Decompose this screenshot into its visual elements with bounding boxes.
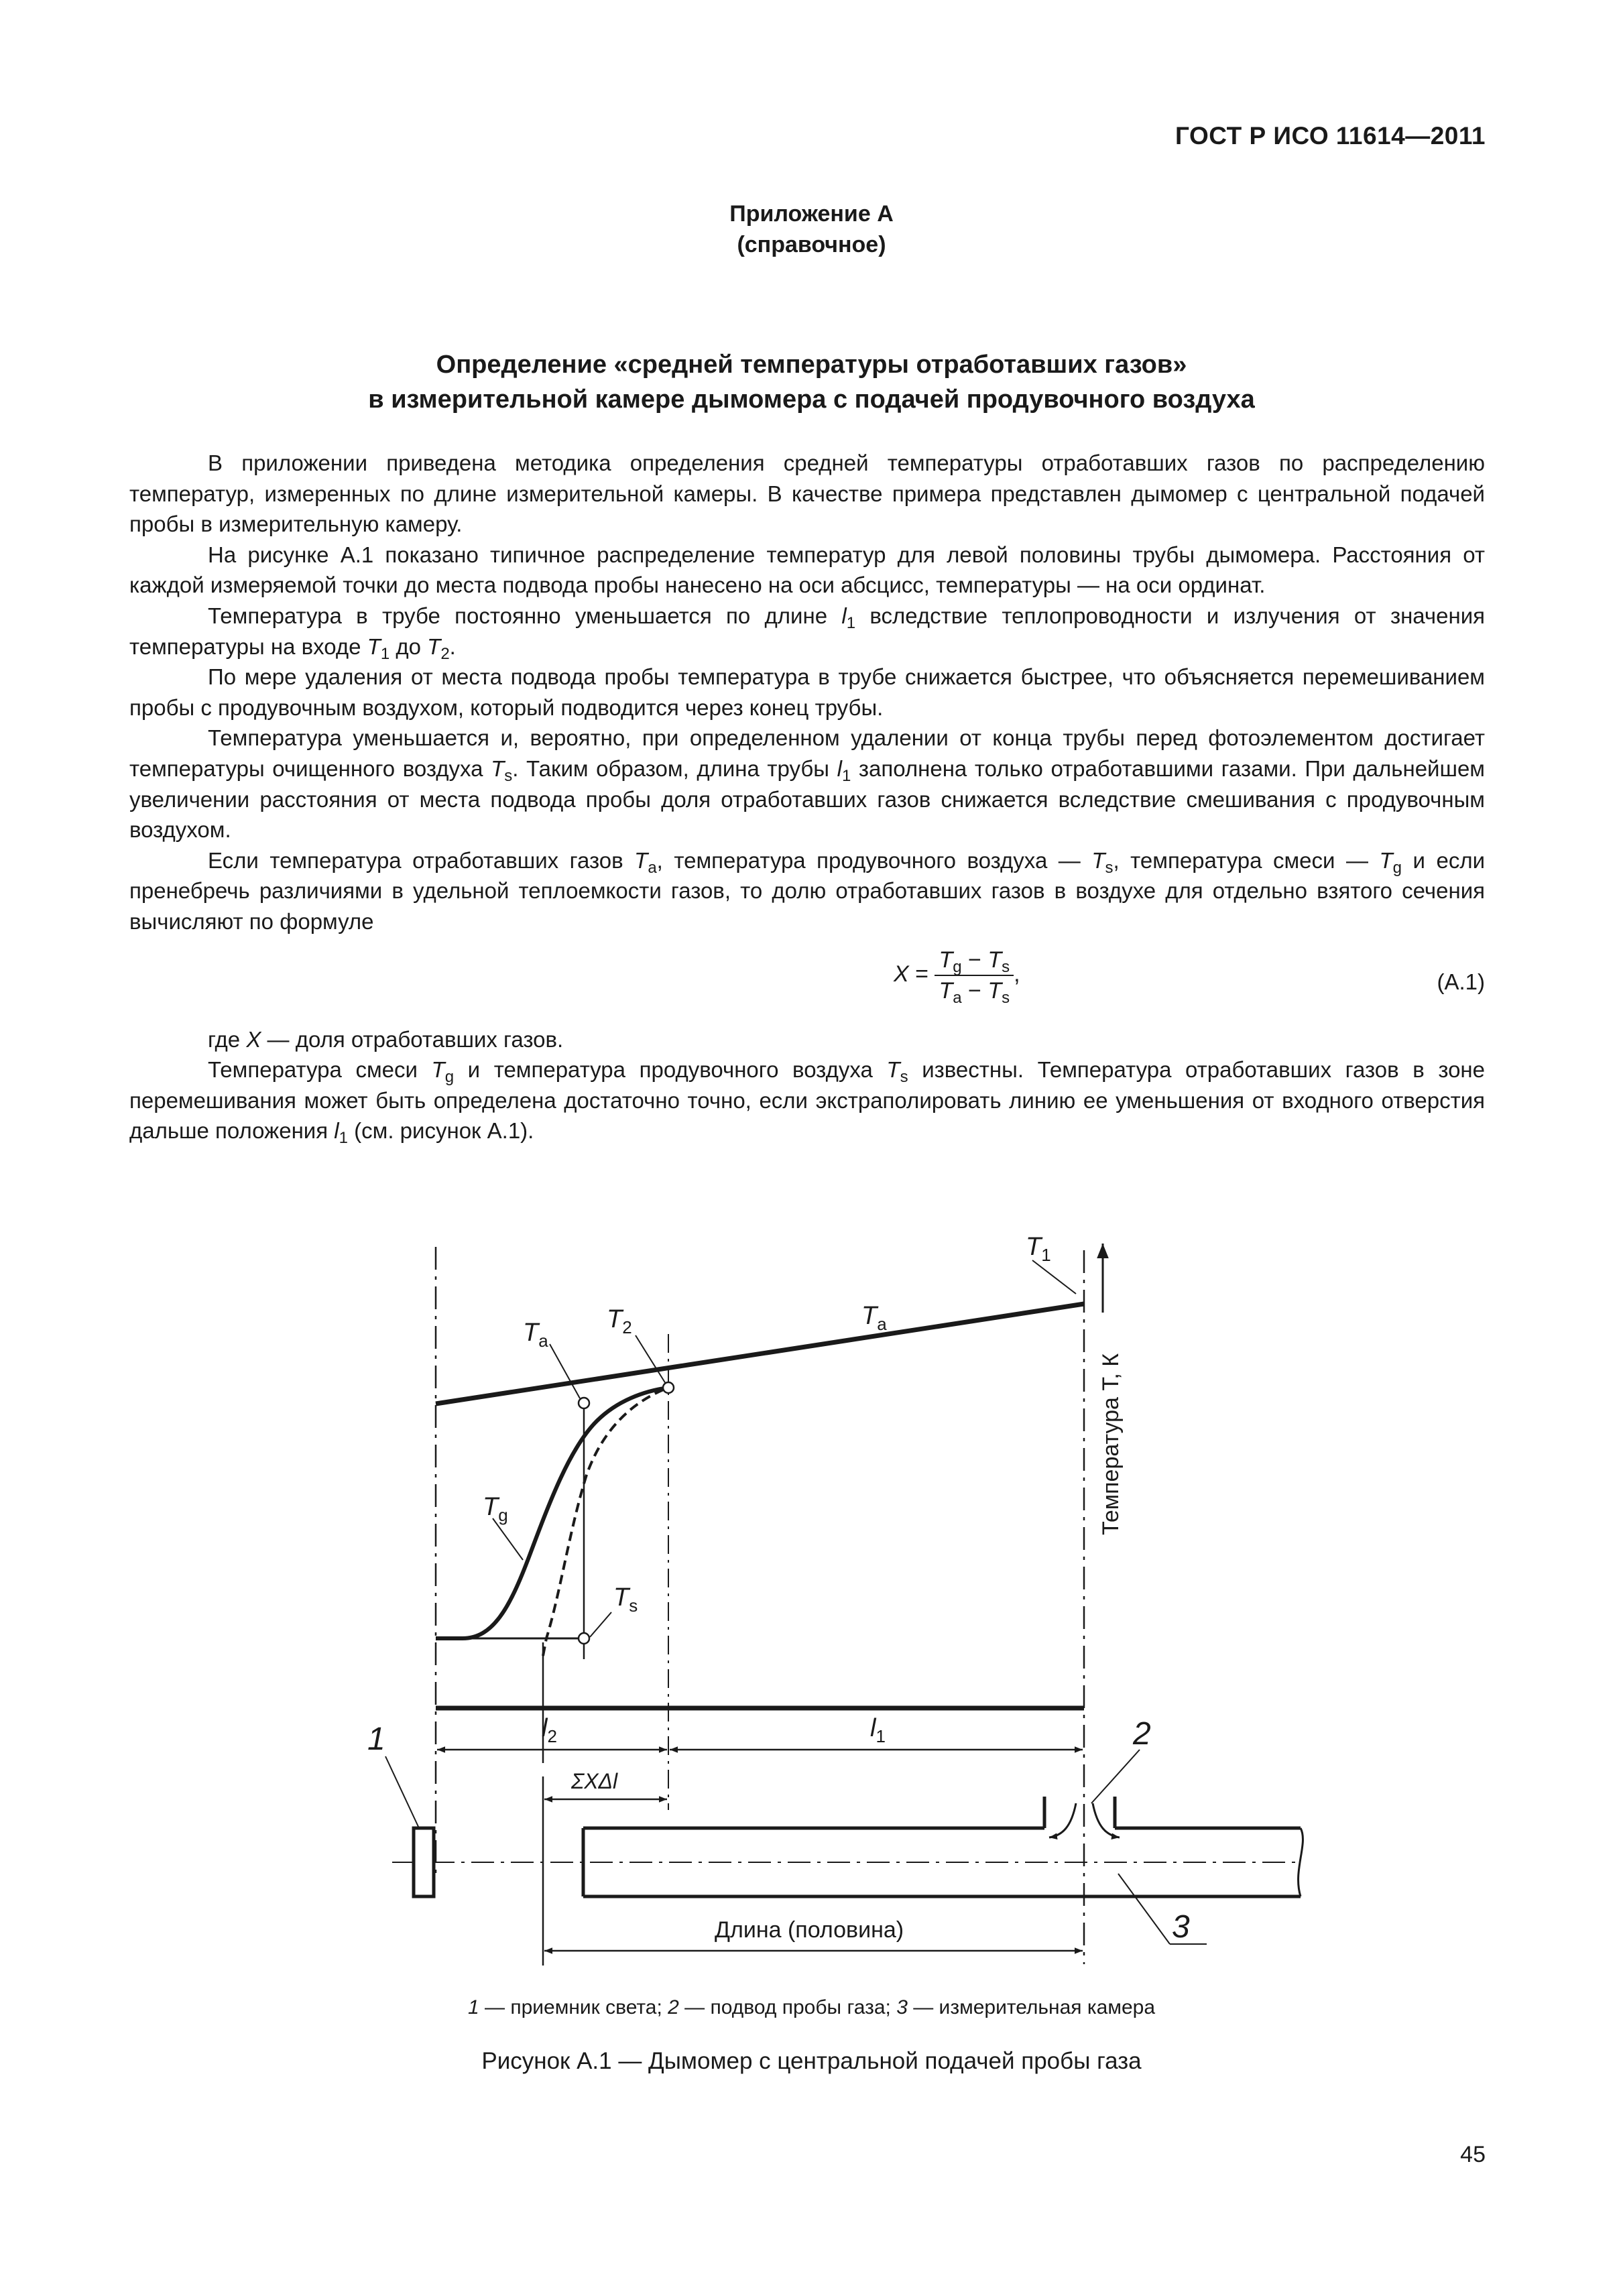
paragraph-1: В приложении приведена методика определения средней температуры отработавших газов по распределению температур, измеренных по длине измерительной камеры. В качестве примера представлен дымомер с центральной подачей пробы в измерительную камеру.	[129, 450, 1485, 537]
label-3: 3	[1172, 1909, 1190, 1945]
paragraph-4: По мере удаления от места подвода пробы температура в трубе снижается быстрее, что объясняется перемешиванием пробы с продувочным воздухом, который подводится через конец трубы.	[129, 664, 1485, 720]
paragraph-8: Температура смеси $T_g$ и температура продувочного воздуха $T_s$ известны. Температура отработавших газов в зоне перемешивания может быть определена достаточно точно, если экстраполировать линию ее уменьшения от входного отверстия дальше положения $l_1$ (см. рисунок А.1).	[129, 1057, 1486, 1148]
label-tg: $T_g$	[483, 1493, 508, 1525]
equation-number: (А.1)	[1437, 969, 1485, 994]
leader-t1	[1032, 1260, 1076, 1294]
label-ts: $T_s$	[613, 1583, 638, 1616]
inlet-flow-arrow-left	[1049, 1803, 1076, 1837]
paragraph-5: Температура уменьшается и, вероятно, при определенном удалении от конца трубы перед фотоэлементом достигает температуры очищенного воздуха $T_s$. Таким образом, длина трубы $l_1$ заполнена только отработавшими газами. При дальнейшем увеличении расстояния от места подвода пробы доля отработавших газов снижается вследствие смешивания с продувочным воздухом.	[129, 725, 1485, 843]
equation-formula: X = $\frac{T_g - T_s}{T_a - T_s}$ ,	[894, 945, 1020, 1006]
label-length-half: Длина (половина)	[715, 1917, 904, 1943]
leader-2	[1091, 1750, 1140, 1803]
page-number: 45	[1460, 2142, 1486, 2167]
equation-fraction: $\frac{T_g - T_s}{T_a - T_s}$	[935, 945, 1014, 1006]
label-ta-left: $T_a$	[523, 1319, 548, 1351]
leader-ts	[590, 1612, 611, 1637]
ts-marker	[579, 1633, 589, 1644]
appendix-title: Приложение А	[729, 201, 894, 227]
label-l2: $l_2$	[542, 1714, 557, 1746]
light-receiver	[414, 1828, 434, 1896]
leader-1	[385, 1756, 419, 1828]
label-ta-right: $T_a$	[861, 1302, 887, 1334]
leader-3	[1118, 1874, 1170, 1944]
section-title-line-2: в измерительной камере дымомера с подачей продувочного воздуха	[368, 385, 1255, 414]
label-t2: $T_2$	[607, 1305, 632, 1337]
paragraph-3: Температура в трубе постоянно уменьшается по длине $l_1$ вследствие теплопроводности и излучения от значения температуры на входе $T_1$ до $T_2$.	[129, 603, 1485, 663]
appendix-type: (справочное)	[737, 232, 886, 257]
t2-marker	[663, 1382, 674, 1393]
figure-legend: 1 — приемник света; 2 — подвод пробы газа; 3 — измерительная камера	[467, 1996, 1156, 2018]
document-header: ГОСТ Р ИСО 11614—2011	[1175, 122, 1486, 149]
label-l1: $l_1$	[870, 1714, 886, 1746]
label-t1: $T_1$	[1026, 1233, 1051, 1265]
ts-dashed-curve	[543, 1388, 668, 1656]
label-1: 1	[367, 1721, 385, 1757]
figure-caption: Рисунок А.1 — Дымомер с центральной подачей пробы газа	[481, 2048, 1142, 2074]
paragraph-7: где X — доля отработавших газов.	[208, 1026, 564, 1052]
section-title-line-1: Определение «средней температуры отработавших газов»	[436, 351, 1187, 379]
leader-t2	[636, 1335, 666, 1384]
ta-marker	[579, 1398, 589, 1408]
paragraph-2: На рисунке А.1 показано типичное распределение температур для левой половины трубы дымомера. Расстояния от каждой измеряемой точки до места подвода пробы нанесено на оси абсцисс, температуры — на оси ординат.	[129, 542, 1485, 598]
label-2: 2	[1133, 1716, 1151, 1752]
label-sum-xdl: ΣXΔl	[571, 1769, 618, 1793]
measuring-chamber	[583, 1797, 1303, 1896]
leader-ta-left	[550, 1344, 580, 1398]
paragraph-6: Если температура отработавших газов $T_a$, температура продувочного воздуха — $T_s$, температура смеси — $T_g$ и если пренебречь различиями в удельной теплоемкости газов, то долю отработавших газов в воздухе для отдельно взятого сечения вычисляют по формуле	[129, 847, 1486, 934]
label-axis-y: Температура T, К	[1098, 1353, 1124, 1535]
